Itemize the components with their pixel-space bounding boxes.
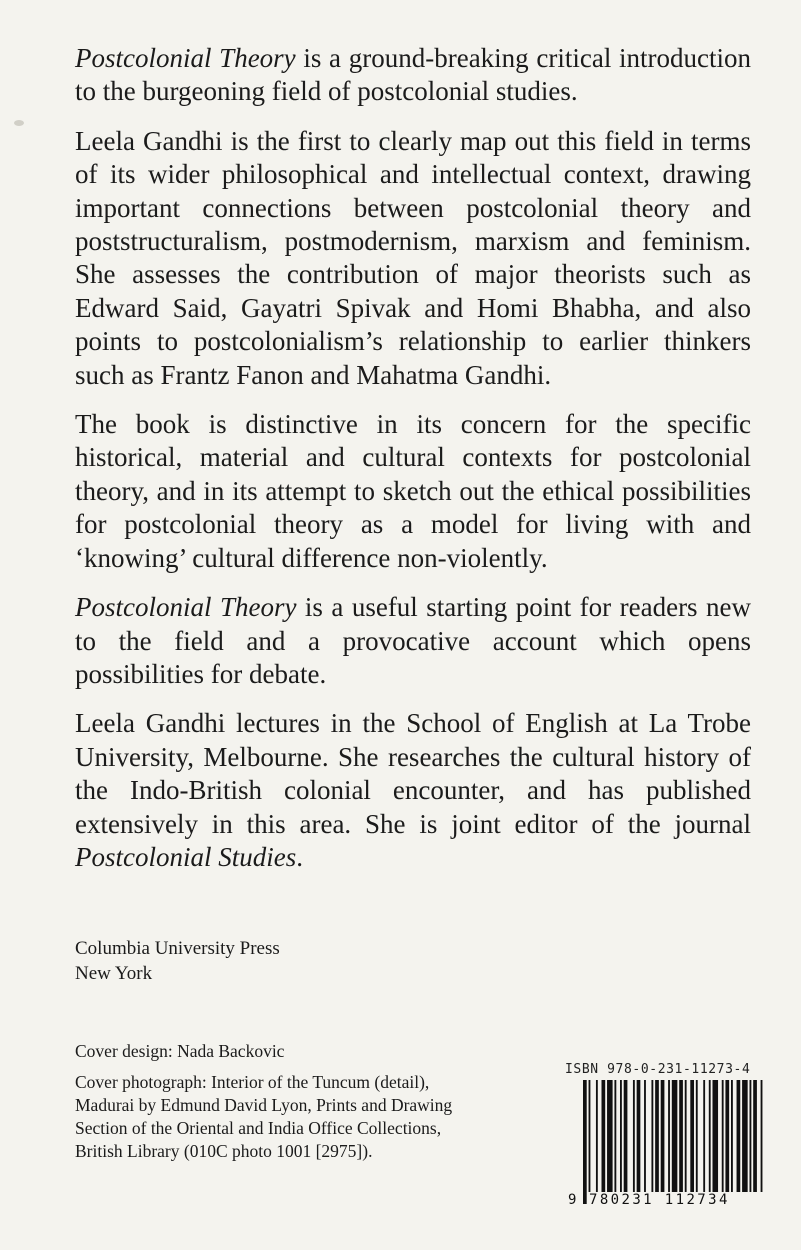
- barcode-bar: [644, 1080, 646, 1192]
- barcode-bar: [742, 1080, 748, 1192]
- cover-credits: [75, 1040, 475, 1171]
- barcode-bar: [624, 1080, 628, 1192]
- barcode-bar: [668, 1080, 670, 1192]
- barcode-bar: [596, 1080, 598, 1192]
- barcode-bar: [722, 1080, 724, 1192]
- barcode-bar: [633, 1080, 635, 1192]
- blurb-paragraph-1-text: is a ground-breaking critical introduction to the burgeoning field of postcolonial studies.: [75, 43, 751, 107]
- publisher-name: Columbia University Press: [75, 938, 280, 959]
- barcode-bar: [703, 1080, 705, 1192]
- author-bio-end: .: [296, 841, 303, 872]
- book-title: Postcolonial Theory: [75, 43, 296, 73]
- barcode-number: 780231 112734: [589, 1192, 730, 1208]
- barcode-bar: [753, 1080, 757, 1192]
- publisher-block: [75, 936, 280, 986]
- barcode: [565, 1080, 765, 1208]
- barcode-bar: [713, 1080, 719, 1192]
- barcode-bar: [685, 1080, 687, 1204]
- journal-title: Postcolonial Studies: [75, 841, 297, 872]
- barcode-bar: [690, 1080, 694, 1192]
- barcode-bar: [679, 1080, 683, 1192]
- barcode-bar: [589, 1080, 591, 1192]
- barcode-bar: [637, 1080, 641, 1192]
- author-bio-text: Leela Gandhi lectures in the School of English at La Trobe University, Melbourne. She researches the cultural history of the Indo-British colonial encounter, and has published extensively in this area. She is joint editor of the journal: [75, 708, 751, 839]
- barcode-bar: [583, 1080, 587, 1204]
- barcode-bar: [731, 1080, 733, 1192]
- blurb-paragraph-4: [75, 591, 751, 691]
- cover-design-credit: Cover design: Nada Backovic: [75, 1041, 285, 1061]
- barcode-bar: [607, 1080, 613, 1192]
- barcode-bar: [761, 1080, 763, 1192]
- blurb-paragraph-2: Leela Gandhi is the first to clearly map out this field in terms of its wider philosophical and intellectual context, drawing important connections between postcolonial theory and poststructuralism, postmodernism, marxism and feminism. She assesses the contribution of major theorists such as Edward Said, Gayatri Spivak and Homi Bhabha, and also points to postcolonialism’s relationship to earlier thinkers such as Frantz Fanon and Mahatma Gandhi.: [75, 125, 751, 390]
- barcode-bar: [655, 1080, 659, 1192]
- barcode-bar: [672, 1080, 678, 1192]
- barcode-graphic: [565, 1080, 765, 1208]
- book-title: Postcolonial Theory: [75, 592, 297, 623]
- barcode-bar: [750, 1080, 752, 1192]
- barcode-bar: [614, 1080, 616, 1192]
- barcode-lead-digit: 9: [568, 1192, 577, 1208]
- blurb-paragraph-4-text: is a useful starting point for readers new to the field and a provocative account which opens possibilities for debate.: [75, 592, 752, 689]
- blurb-paragraph-1: [75, 42, 751, 109]
- author-bio: [75, 707, 751, 874]
- barcode-bar: [696, 1080, 698, 1192]
- barcode-bar: [602, 1080, 606, 1192]
- blurb-paragraph-3: The book is distinctive in its concern for the specific historical, material and cultural contexts for postcolonial theory, and in its attempt to sketch out the ethical possibilities for postcolonial theory as a model for living with and ‘knowing’ cultural difference non-violently.: [75, 409, 751, 573]
- paper-speck: [14, 120, 24, 126]
- barcode-bar: [651, 1080, 653, 1192]
- barcode-bar: [709, 1080, 711, 1192]
- isbn-label: ISBN 978-0-231-11273-4: [565, 1062, 751, 1077]
- blurb-text: [75, 42, 751, 890]
- barcode-bar: [661, 1080, 665, 1192]
- publisher-city: New York: [75, 963, 153, 984]
- barcode-bar: [725, 1080, 729, 1192]
- cover-photo-credit: Cover photograph: Interior of the Tuncum (detail), Madurai by Edmund David Lyon, Prints and Drawing Section of the Oriental and India Office Collections, British Library (010C photo 1001 [2975]).: [75, 1072, 453, 1161]
- barcode-bar: [620, 1080, 622, 1192]
- barcode-bar: [737, 1080, 741, 1192]
